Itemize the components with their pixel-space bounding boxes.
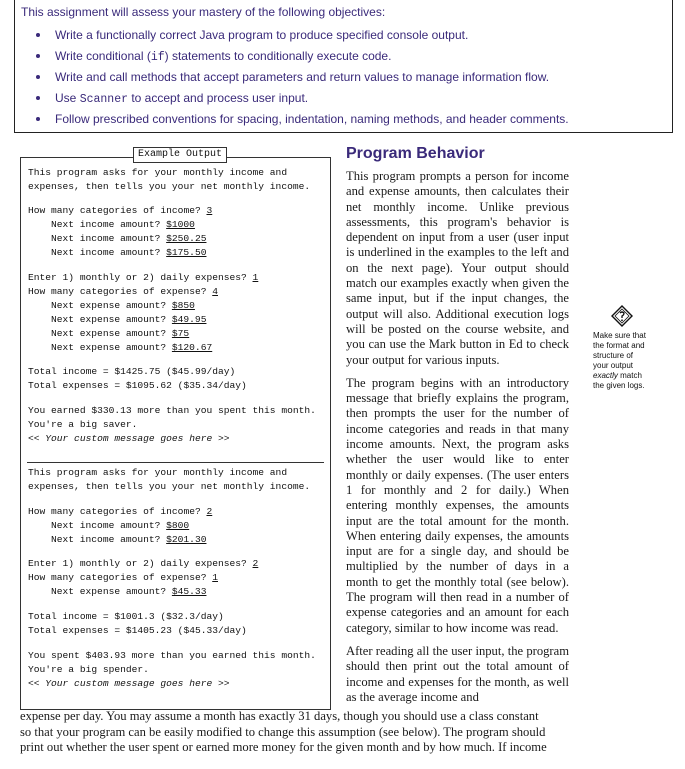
example-output-line: Next expense amount? $75 xyxy=(51,328,190,339)
note-line: your output xyxy=(593,361,634,370)
example-output-line: This program asks for your monthly income and xyxy=(28,467,288,478)
example-output-line: Next income amount? $175.50 xyxy=(51,247,207,258)
example-output-line xyxy=(28,678,230,690)
objectives-list xyxy=(35,28,569,133)
example-output-line: Enter 1) monthly or 2) daily expenses? 2 xyxy=(28,558,259,569)
user-input: 1 xyxy=(212,572,218,583)
note-line: structure of xyxy=(593,351,634,360)
user-input: $201.30 xyxy=(166,534,207,545)
example-divider xyxy=(27,462,324,463)
example-output-line: This program asks for your monthly income and xyxy=(28,167,288,178)
user-input: 4 xyxy=(212,286,218,297)
behavior-paragraph-3: After reading all the user input, the program should then print out the total amount of income and expenses for the month, as well as the average income and xyxy=(346,643,569,704)
example-output-line xyxy=(28,433,230,445)
objectives-intro: This assignment will assess your mastery of the following objectives: xyxy=(21,5,386,19)
example-output-line: Next income amount? $800 xyxy=(51,520,190,531)
example-output-line: You earned $330.13 more than you spent this month. xyxy=(28,405,316,416)
example-output-line: Enter 1) monthly or 2) daily expenses? 1 xyxy=(28,272,259,283)
example-output-line: Total expenses = $1095.62 ($35.34/day) xyxy=(28,380,247,391)
example-output-line: How many categories of income? 2 xyxy=(28,506,213,517)
example-output-line: You're a big spender. xyxy=(28,664,149,675)
example-output-line: Next income amount? $250.25 xyxy=(51,233,207,244)
code-keyword: Scanner xyxy=(79,93,128,106)
note-line: the given logs. xyxy=(593,381,645,390)
example-output-box xyxy=(20,149,331,710)
example-output-line: Total expenses = $1405.23 ($45.33/day) xyxy=(28,625,247,636)
behavior-paragraph-1: This program prompts a person for income and expense amounts, then calculates their net monthly income. Unlike previous assessments, this program's behavior is dependent on input from a user (user input is underlined in the examples to the left and on the next page). Your output should match our examples exactly when given the same input, but if the input changes, the output will also. Additional execution logs will be posted on the course website, and you can use the Mark button in Ed to check your output for various inputs. xyxy=(346,169,569,367)
objective-item: Write a functionally correct Java program to produce specified console output. xyxy=(35,28,569,49)
code-keyword: if xyxy=(150,51,165,64)
custom-message-placeholder: << Your custom message goes here >> xyxy=(28,433,230,444)
example-output-line: Next expense amount? $49.95 xyxy=(51,314,207,325)
example-output-line: Next income amount? $201.30 xyxy=(51,534,207,545)
example-output-line: Next expense amount? $45.33 xyxy=(51,586,207,597)
example-output-line: Total income = $1001.3 ($32.3/day) xyxy=(28,611,224,622)
warning-diamond-icon xyxy=(611,305,633,327)
example-output-line: How many categories of expense? 1 xyxy=(28,572,218,583)
example-output-line: Total income = $1425.75 ($45.99/day) xyxy=(28,366,236,377)
user-input: $850 xyxy=(171,300,195,311)
example-output-line: How many categories of income? 3 xyxy=(28,205,213,216)
note-line: the format and xyxy=(593,341,645,350)
user-input: $45.33 xyxy=(171,586,207,597)
user-input: $250.25 xyxy=(166,233,207,244)
note-line: exactly match xyxy=(593,371,642,380)
program-behavior-section xyxy=(346,145,569,705)
example-output-line: Next expense amount? $120.67 xyxy=(51,342,213,353)
example-output-line: How many categories of expense? 4 xyxy=(28,286,218,297)
margin-note xyxy=(593,305,663,391)
user-input: 1 xyxy=(252,272,259,283)
text-line: expense per day. You may assume a month has exactly 31 days, though you should use a class constant xyxy=(20,709,539,723)
objective-item: Write conditional (if) statements to conditionally execute code. xyxy=(35,49,569,70)
note-line: Make sure that xyxy=(593,331,646,340)
user-input: $49.95 xyxy=(171,314,207,325)
example-output-line: Next expense amount? $850 xyxy=(51,300,195,311)
text-line: so that your program can be easily modified to change this assumption (see below). The program should xyxy=(20,724,546,739)
example-output-line: expenses, then tells you your net monthly income. xyxy=(28,481,311,492)
objective-item: Use Scanner to accept and process user input. xyxy=(35,91,569,112)
objective-item: Write and call methods that accept parameters and return values to manage information flow. xyxy=(35,70,569,91)
user-input: $1000 xyxy=(166,219,195,230)
user-input: $175.50 xyxy=(166,247,207,258)
user-input: 3 xyxy=(206,205,213,216)
user-input: 2 xyxy=(252,558,259,569)
example-output-line: Next income amount? $1000 xyxy=(51,219,195,230)
behavior-paragraph-2: The program begins with an introductory message that briefly explains the program, then prompts the user for the number of income categories and reads in that many income amounts. Next, the program asks whether the user would like to enter monthly or daily expenses. (The user enters 1 for monthly and 2 for daily.) When entering monthly expenses, the amounts input are the total amount for the month. When entering daily expenses, the amounts input are for a single day, and should be multiplied by the number of days in a month to get the monthly total (see below). The program will then read in a number of expense categories and an amount for each category, similar to how income was read. xyxy=(346,375,569,635)
example-output-label: Example Output xyxy=(133,147,227,163)
user-input: 2 xyxy=(206,506,213,517)
text-line: print out whether the user spent or earned more money for the given month and by how much. If income xyxy=(20,740,547,754)
continuation-text xyxy=(20,709,672,756)
objectives-box xyxy=(14,0,673,133)
user-input: $75 xyxy=(171,328,190,339)
example-output-line: expenses, then tells you your net monthly income. xyxy=(28,181,311,192)
user-input: $120.67 xyxy=(171,342,213,353)
section-title: Program Behavior xyxy=(346,145,485,162)
custom-message-placeholder: << Your custom message goes here >> xyxy=(28,678,230,689)
user-input: $800 xyxy=(166,520,190,531)
objective-item: Follow prescribed conventions for spacing, indentation, naming methods, and header comments. xyxy=(35,112,569,133)
example-output-line: You spent $403.93 more than you earned this month. xyxy=(28,650,316,661)
example-output-line: You're a big saver. xyxy=(28,419,138,430)
